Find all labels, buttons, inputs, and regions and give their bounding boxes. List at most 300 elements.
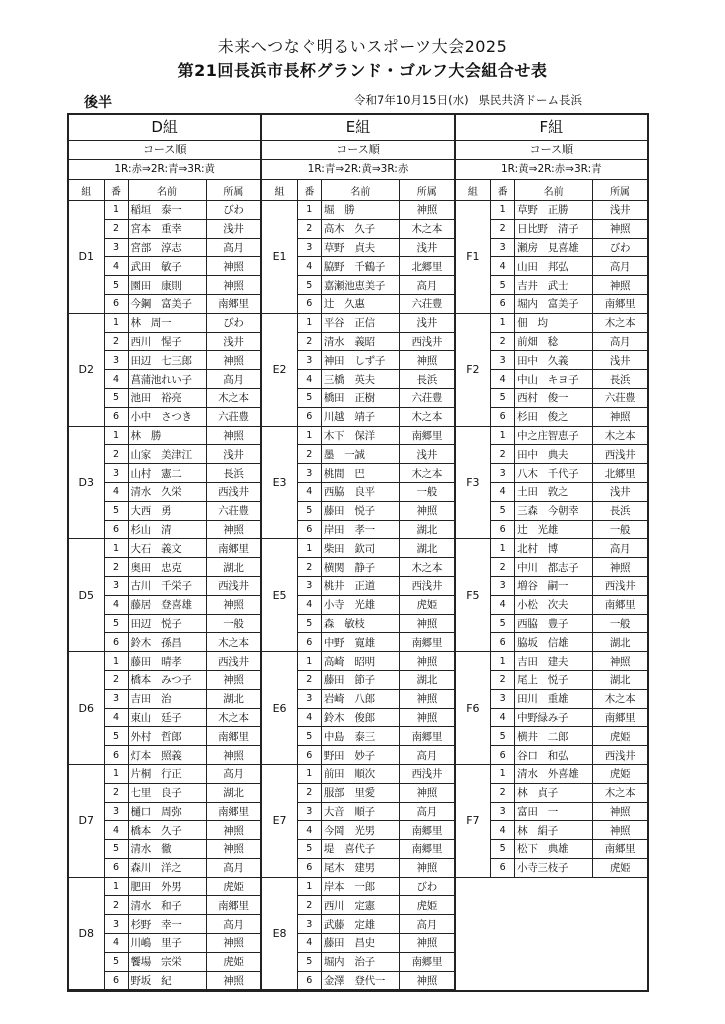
player-number: 3 (491, 464, 515, 483)
player-name: 岩崎 八郎 (321, 689, 399, 708)
player-name: 金澤 登代一 (321, 971, 399, 990)
player-name: 山村 憲二 (128, 464, 206, 483)
player-affiliation: 南郷里 (399, 952, 453, 971)
player-affiliation: 高月 (593, 539, 647, 558)
player-number: 3 (104, 915, 128, 934)
column-header-number: 番 (297, 180, 321, 201)
player-number: 2 (491, 332, 515, 351)
player-number: 4 (104, 482, 128, 501)
player-name: 清水 義昭 (321, 332, 399, 351)
player-number: 5 (491, 840, 515, 859)
player-affiliation: 浅井 (206, 332, 260, 351)
player-number: 4 (297, 595, 321, 614)
player-number: 2 (491, 783, 515, 802)
column-header-number: 番 (104, 180, 128, 201)
player-number: 4 (297, 821, 321, 840)
group-id: D1 (69, 201, 104, 314)
player-number: 6 (104, 633, 128, 652)
player-affiliation: 神照 (206, 971, 260, 990)
player-name: 田辺 七三郎 (128, 351, 206, 370)
player-affiliation: 六荘豊 (206, 407, 260, 426)
player-affiliation: 西浅井 (593, 445, 647, 464)
player-name: 樋口 周弥 (128, 802, 206, 821)
panel-E組 (260, 115, 453, 990)
player-affiliation: 浅井 (593, 482, 647, 501)
player-number: 3 (491, 238, 515, 257)
player-name: 脇坂 信雄 (515, 633, 593, 652)
player-number: 5 (104, 501, 128, 520)
column-header-affiliation: 所属 (593, 180, 647, 201)
player-number: 5 (491, 501, 515, 520)
player-number: 6 (297, 294, 321, 313)
player-number: 5 (491, 276, 515, 295)
player-number: 4 (297, 708, 321, 727)
player-number: 1 (491, 764, 515, 783)
player-affiliation: 湖北 (206, 783, 260, 802)
player-affiliation: 神照 (593, 276, 647, 295)
player-affiliation: 神照 (593, 219, 647, 238)
player-number: 1 (297, 877, 321, 896)
player-affiliation: びわ (206, 201, 260, 220)
player-number: 5 (491, 614, 515, 633)
player-affiliation: 神照 (593, 821, 647, 840)
player-name: 墨 一誠 (321, 445, 399, 464)
panel-title: F組 (456, 115, 647, 141)
player-affiliation: 一般 (206, 614, 260, 633)
player-affiliation: 神照 (399, 934, 453, 953)
player-affiliation: 長浜 (206, 464, 260, 483)
pairings-board (67, 113, 649, 992)
player-name: 西脇 豊子 (515, 614, 593, 633)
player-name: 中川 都志子 (515, 558, 593, 577)
group-id: F5 (456, 539, 491, 652)
player-name: 西村 俊一 (515, 388, 593, 407)
player-affiliation: 南郷里 (206, 802, 260, 821)
player-number: 6 (104, 294, 128, 313)
player-name: 辻 久惠 (321, 294, 399, 313)
player-affiliation: 神照 (206, 934, 260, 953)
player-row (262, 426, 453, 445)
player-number: 3 (491, 576, 515, 595)
player-row (69, 201, 260, 220)
player-affiliation: 神照 (399, 351, 453, 370)
player-number: 5 (297, 276, 321, 295)
player-name: 武田 敏子 (128, 257, 206, 276)
player-row (456, 426, 647, 445)
player-name: 川嶋 里子 (128, 934, 206, 953)
player-affiliation: 湖北 (399, 520, 453, 539)
player-number: 5 (297, 840, 321, 859)
player-name: 片桐 行正 (128, 764, 206, 783)
player-number: 6 (297, 407, 321, 426)
player-name: 北村 博 (515, 539, 593, 558)
player-name: 外村 哲郎 (128, 727, 206, 746)
player-affiliation: 一般 (593, 520, 647, 539)
player-row (69, 313, 260, 332)
player-affiliation: 西浅井 (206, 576, 260, 595)
player-name: 小中 さつき (128, 407, 206, 426)
player-name: 東山 廷子 (128, 708, 206, 727)
player-affiliation: 西浅井 (593, 576, 647, 595)
player-number: 4 (104, 257, 128, 276)
player-number: 3 (104, 689, 128, 708)
player-name: 川越 靖子 (321, 407, 399, 426)
player-affiliation: 高月 (206, 764, 260, 783)
player-affiliation: 西浅井 (593, 746, 647, 765)
group-id: F2 (456, 313, 491, 426)
player-name: 中野緑み子 (515, 708, 593, 727)
player-affiliation: 神照 (206, 840, 260, 859)
player-affiliation: 南郷里 (399, 426, 453, 445)
player-name: 前畑 稔 (515, 332, 593, 351)
player-number: 2 (491, 670, 515, 689)
player-number: 6 (491, 858, 515, 877)
player-row (456, 313, 647, 332)
course-order: 1R:青⇒2R:黄⇒3R:赤 (262, 160, 453, 180)
player-name: 尾木 建男 (321, 858, 399, 877)
player-row (456, 764, 647, 783)
player-name: 園田 康則 (128, 276, 206, 295)
player-name: 嘉瀬池恵美子 (321, 276, 399, 295)
player-number: 4 (491, 708, 515, 727)
player-number: 1 (297, 539, 321, 558)
player-row (69, 539, 260, 558)
player-name: 大音 順子 (321, 802, 399, 821)
player-number: 1 (297, 652, 321, 671)
player-name: 三橋 英夫 (321, 370, 399, 389)
player-affiliation: 六荘豊 (399, 388, 453, 407)
player-name: 大西 勇 (128, 501, 206, 520)
player-name: 岸田 孝一 (321, 520, 399, 539)
player-affiliation: 神照 (399, 708, 453, 727)
player-affiliation: 虎姫 (206, 952, 260, 971)
player-name: 中野 寛雄 (321, 633, 399, 652)
player-name: 服部 里愛 (321, 783, 399, 802)
player-name: 宮部 淳志 (128, 238, 206, 257)
player-affiliation: 神照 (593, 652, 647, 671)
player-number: 2 (297, 670, 321, 689)
player-number: 2 (297, 896, 321, 915)
player-affiliation: 西浅井 (206, 652, 260, 671)
player-affiliation: 木之本 (206, 708, 260, 727)
player-affiliation: 北郷里 (399, 257, 453, 276)
player-row (456, 539, 647, 558)
player-number: 6 (104, 746, 128, 765)
player-affiliation: 浅井 (206, 445, 260, 464)
player-affiliation: 高月 (399, 746, 453, 765)
player-affiliation: 浅井 (399, 445, 453, 464)
player-affiliation: 神照 (593, 407, 647, 426)
player-affiliation: 南郷里 (206, 294, 260, 313)
player-number: 4 (297, 257, 321, 276)
player-name: 田辺 悦子 (128, 614, 206, 633)
player-name: 肥田 外男 (128, 877, 206, 896)
player-affiliation: 六荘豊 (399, 294, 453, 313)
player-affiliation: 虎姫 (399, 896, 453, 915)
player-affiliation: 浅井 (399, 313, 453, 332)
group-id: E8 (262, 877, 297, 990)
player-name: 小寺 光雄 (321, 595, 399, 614)
player-number: 2 (104, 783, 128, 802)
player-number: 6 (104, 520, 128, 539)
player-affiliation: 西浅井 (399, 764, 453, 783)
player-affiliation: 南郷里 (593, 708, 647, 727)
player-number: 3 (104, 464, 128, 483)
panel-title: E組 (262, 115, 453, 141)
player-number: 3 (297, 238, 321, 257)
player-affiliation: 神照 (593, 558, 647, 577)
player-name: 堀 勝 (321, 201, 399, 220)
player-affiliation: 神照 (206, 670, 260, 689)
player-name: 吉井 武士 (515, 276, 593, 295)
player-number: 4 (297, 934, 321, 953)
player-name: 森川 洋之 (128, 858, 206, 877)
player-name: 野田 妙子 (321, 746, 399, 765)
player-affiliation: 南郷里 (206, 727, 260, 746)
player-affiliation: 神照 (399, 614, 453, 633)
panel-D組 (69, 115, 260, 990)
player-name: 松下 典雄 (515, 840, 593, 859)
player-name: 林 貞子 (515, 783, 593, 802)
player-number: 4 (491, 370, 515, 389)
player-name: 堤 喜代子 (321, 840, 399, 859)
player-number: 3 (297, 351, 321, 370)
player-name: 藤居 登喜雄 (128, 595, 206, 614)
course-order: 1R:黄⇒2R:赤⇒3R:青 (456, 160, 647, 180)
player-number: 3 (491, 802, 515, 821)
group-id: D6 (69, 652, 104, 765)
panel-F組 (454, 115, 647, 990)
group-id: F1 (456, 201, 491, 314)
player-name: 今鋼 富美子 (128, 294, 206, 313)
player-affiliation: 神照 (593, 802, 647, 821)
player-number: 4 (104, 595, 128, 614)
player-affiliation: 神照 (206, 351, 260, 370)
player-affiliation: びわ (206, 313, 260, 332)
player-affiliation: 高月 (206, 370, 260, 389)
player-affiliation: 一般 (399, 482, 453, 501)
player-number: 4 (491, 257, 515, 276)
player-affiliation: 浅井 (206, 219, 260, 238)
player-number: 6 (491, 407, 515, 426)
player-number: 3 (297, 802, 321, 821)
player-number: 1 (104, 201, 128, 220)
half-label: 後半 (84, 95, 112, 111)
column-header-name: 名前 (515, 180, 593, 201)
player-affiliation: 西浅井 (206, 482, 260, 501)
pairings-table (262, 180, 453, 990)
player-number: 3 (297, 915, 321, 934)
player-number: 3 (104, 802, 128, 821)
player-affiliation: 神照 (206, 746, 260, 765)
column-header-number: 番 (491, 180, 515, 201)
player-number: 6 (491, 633, 515, 652)
player-number: 2 (491, 445, 515, 464)
player-affiliation: 湖北 (593, 633, 647, 652)
player-affiliation: 神照 (399, 501, 453, 520)
player-number: 2 (297, 219, 321, 238)
player-number: 1 (297, 201, 321, 220)
player-affiliation: びわ (593, 238, 647, 257)
player-number: 5 (297, 388, 321, 407)
player-row (262, 764, 453, 783)
player-affiliation: 神照 (206, 520, 260, 539)
column-header-name: 名前 (128, 180, 206, 201)
player-number: 6 (297, 971, 321, 990)
player-name: 七里 良子 (128, 783, 206, 802)
player-affiliation: 木之本 (593, 783, 647, 802)
player-affiliation: 神照 (399, 971, 453, 990)
group-id: E7 (262, 764, 297, 877)
column-header-name: 名前 (321, 180, 399, 201)
player-affiliation: 木之本 (593, 313, 647, 332)
player-number: 2 (104, 219, 128, 238)
player-number: 3 (297, 689, 321, 708)
player-number: 5 (297, 501, 321, 520)
player-number: 6 (491, 746, 515, 765)
player-affiliation: 一般 (593, 614, 647, 633)
player-affiliation: 高月 (206, 238, 260, 257)
player-affiliation: 湖北 (593, 670, 647, 689)
player-affiliation: 木之本 (593, 426, 647, 445)
player-affiliation: 高月 (399, 915, 453, 934)
player-name: 杉野 幸一 (128, 915, 206, 934)
player-name: 藤田 晴孝 (128, 652, 206, 671)
player-number: 2 (297, 332, 321, 351)
player-number: 1 (297, 764, 321, 783)
player-number: 2 (491, 219, 515, 238)
player-name: 大石 義文 (128, 539, 206, 558)
player-name: 宮本 重幸 (128, 219, 206, 238)
player-name: 神田 しず子 (321, 351, 399, 370)
player-name: 武藤 定雄 (321, 915, 399, 934)
player-number: 2 (104, 670, 128, 689)
player-row (262, 877, 453, 896)
player-number: 5 (297, 727, 321, 746)
column-header-group: 組 (262, 180, 297, 201)
player-number: 5 (491, 727, 515, 746)
player-number: 2 (491, 558, 515, 577)
player-name: 堀内 治子 (321, 952, 399, 971)
player-affiliation: 木之本 (206, 633, 260, 652)
player-affiliation: 六荘豊 (206, 501, 260, 520)
player-affiliation: 虎姫 (593, 858, 647, 877)
player-name: 中之庄智恵子 (515, 426, 593, 445)
player-name: 中島 泰三 (321, 727, 399, 746)
player-name: 菖蒲池れい子 (128, 370, 206, 389)
player-name: 森 敏枝 (321, 614, 399, 633)
player-name: 前田 順次 (321, 764, 399, 783)
player-number: 6 (297, 858, 321, 877)
player-name: 高崎 昭明 (321, 652, 399, 671)
player-affiliation: 西浅井 (399, 332, 453, 351)
player-affiliation: 神照 (206, 595, 260, 614)
pairings-table (69, 180, 260, 990)
player-name: 杉山 清 (128, 520, 206, 539)
player-name: 藤田 節子 (321, 670, 399, 689)
player-name: 三森 今朝幸 (515, 501, 593, 520)
player-affiliation: 長浜 (593, 370, 647, 389)
player-number: 2 (297, 445, 321, 464)
player-number: 1 (491, 426, 515, 445)
player-number: 1 (491, 539, 515, 558)
player-affiliation: 高月 (399, 802, 453, 821)
player-name: 西脇 良平 (321, 482, 399, 501)
player-name: 杉田 俊之 (515, 407, 593, 426)
group-id: E2 (262, 313, 297, 426)
player-name: 堀内 富美子 (515, 294, 593, 313)
player-affiliation: 神照 (399, 201, 453, 220)
player-name: 野坂 紀 (128, 971, 206, 990)
course-label: コース順 (456, 141, 647, 160)
player-number: 6 (104, 407, 128, 426)
player-number: 4 (104, 708, 128, 727)
player-affiliation: 高月 (399, 276, 453, 295)
player-number: 3 (297, 464, 321, 483)
player-affiliation: 虎姫 (593, 764, 647, 783)
player-name: 瀬房 見喜雄 (515, 238, 593, 257)
player-affiliation: 西浅井 (399, 576, 453, 595)
player-row (262, 539, 453, 558)
player-name: 高木 久子 (321, 219, 399, 238)
player-number: 5 (104, 952, 128, 971)
player-number: 4 (491, 482, 515, 501)
player-affiliation: 神照 (206, 426, 260, 445)
player-affiliation: 高月 (593, 257, 647, 276)
player-number: 6 (297, 520, 321, 539)
event-venue: 県民共済ドーム長浜 (478, 93, 583, 107)
schedule-title: 第21回長浜市長杯グランド・ゴルフ大会組合せ表 (177, 61, 548, 80)
player-affiliation: 木之本 (399, 558, 453, 577)
player-number: 5 (104, 388, 128, 407)
player-name: 池田 裕亮 (128, 388, 206, 407)
player-row (262, 313, 453, 332)
player-name: 鈴木 俊郎 (321, 708, 399, 727)
player-name: 富田 一 (515, 802, 593, 821)
player-number: 5 (297, 614, 321, 633)
player-affiliation: 虎姫 (206, 877, 260, 896)
player-row (262, 201, 453, 220)
player-number: 2 (297, 783, 321, 802)
player-name: 草野 正勝 (515, 201, 593, 220)
player-number: 4 (104, 370, 128, 389)
player-affiliation: 神照 (399, 689, 453, 708)
player-name: 奥田 忠克 (128, 558, 206, 577)
player-name: 木下 保洋 (321, 426, 399, 445)
player-name: 辻 光雄 (515, 520, 593, 539)
player-number: 1 (104, 877, 128, 896)
player-number: 6 (297, 633, 321, 652)
course-order: 1R:赤⇒2R:青⇒3R:黄 (69, 160, 260, 180)
player-affiliation: 木之本 (399, 407, 453, 426)
player-affiliation: 南郷里 (206, 539, 260, 558)
player-affiliation: 神照 (206, 276, 260, 295)
player-number: 3 (104, 238, 128, 257)
player-name: 平谷 正信 (321, 313, 399, 332)
player-number: 6 (491, 520, 515, 539)
column-header-affiliation: 所属 (399, 180, 453, 201)
player-affiliation: 湖北 (399, 539, 453, 558)
player-name: 山田 邦弘 (515, 257, 593, 276)
player-affiliation: 六荘豊 (593, 388, 647, 407)
event-date: 令和7年10月15日(水) (354, 93, 469, 107)
player-number: 2 (104, 558, 128, 577)
player-number: 3 (491, 689, 515, 708)
player-affiliation: 高月 (593, 332, 647, 351)
player-name: 横井 二郎 (515, 727, 593, 746)
player-name: 稲垣 泰一 (128, 201, 206, 220)
player-number: 6 (297, 746, 321, 765)
